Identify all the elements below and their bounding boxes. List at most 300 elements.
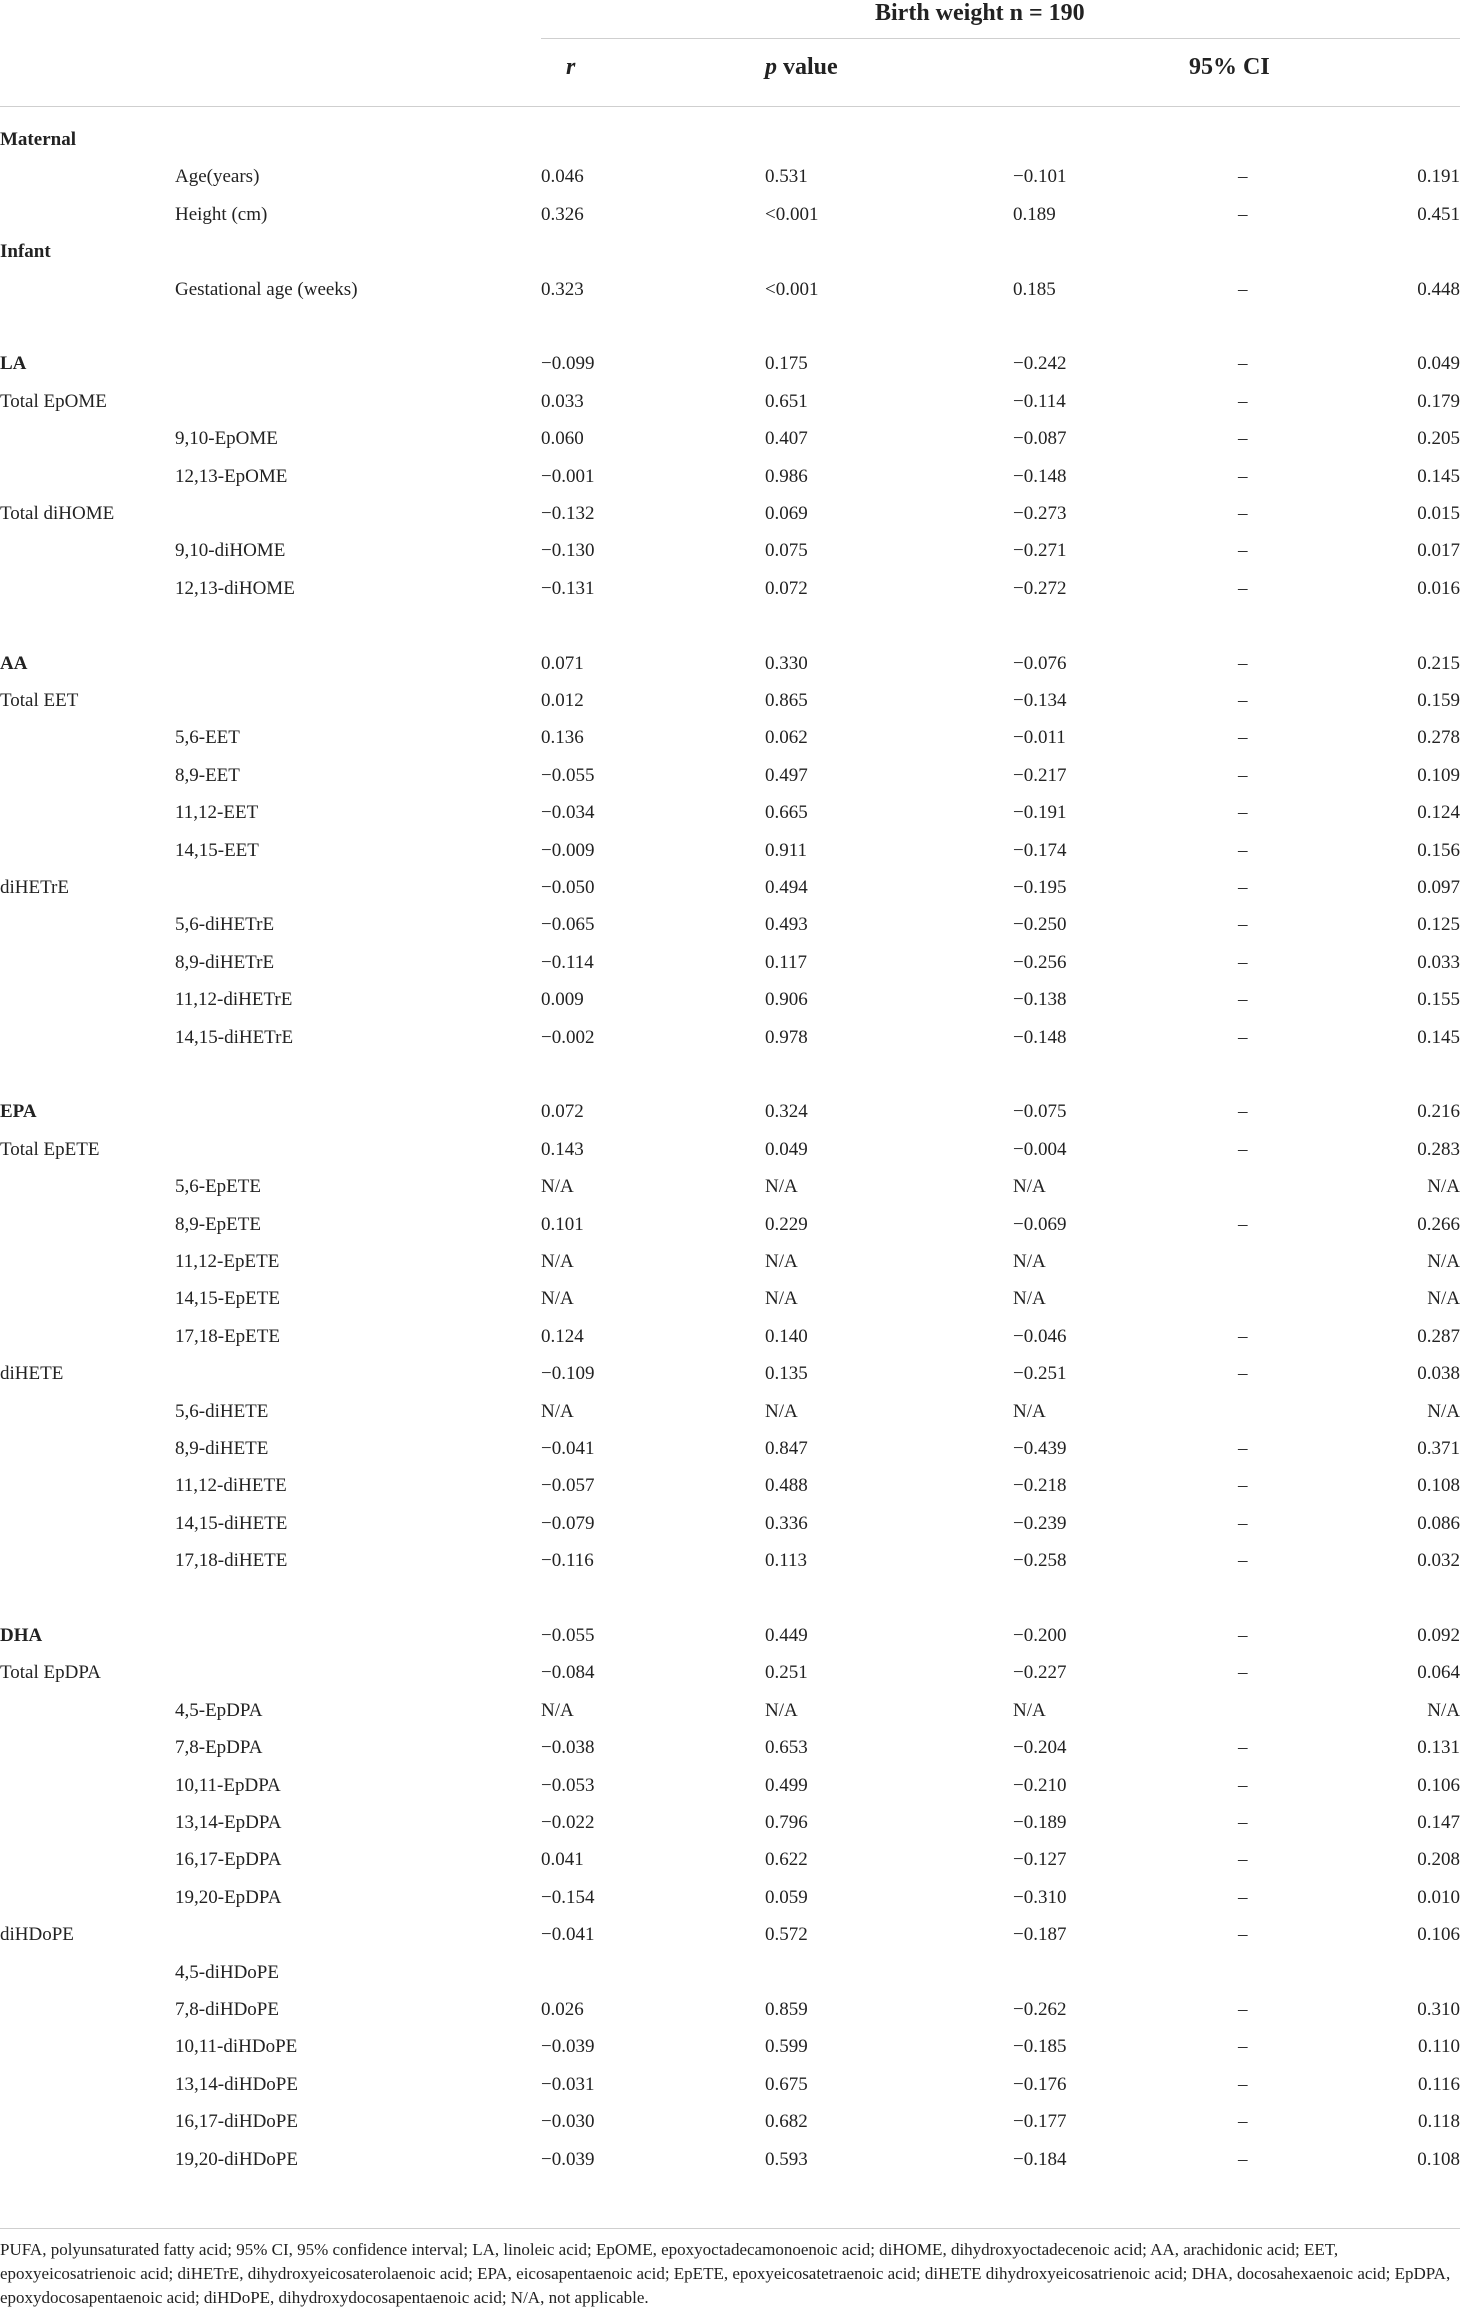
cell-p-value: 0.059 (765, 1886, 808, 1908)
cell-r: −0.030 (541, 2111, 595, 2133)
cell-ci-lower: −0.271 (1013, 540, 1067, 562)
row-label: Total EpETE (0, 1138, 100, 1160)
cell-ci-lower: −0.087 (1013, 428, 1067, 450)
cell-p-value: 0.117 (765, 951, 808, 973)
cell-r: −0.039 (541, 2148, 595, 2170)
table-row (0, 980, 1460, 1016)
row-label: Age(years) (175, 166, 260, 188)
table-row (0, 1653, 1460, 1689)
table-row (0, 1354, 1460, 1390)
table-row (0, 1018, 1460, 1054)
cell-r: 0.326 (541, 203, 584, 225)
cell-ci-lower: −0.256 (1013, 951, 1067, 973)
cell-ci-upper: 0.092 (1417, 1625, 1460, 1646)
cell-ci-dash: – (1238, 1550, 1248, 1572)
cell-ci-lower: −0.262 (1013, 1999, 1067, 2020)
cell-p-value: <0.001 (765, 203, 819, 225)
cell-p-value: 0.531 (765, 166, 808, 188)
row-label: 8,9-EET (175, 764, 240, 786)
cell-r: −0.055 (541, 1625, 595, 1646)
row-label: 13,14-EpDPA (175, 1812, 282, 1833)
cell-ci-lower: −0.011 (1013, 727, 1066, 749)
cell-ci-lower: −0.148 (1013, 1026, 1067, 1048)
cell-ci-dash: – (1238, 1886, 1248, 1908)
cell-r: −0.053 (541, 1774, 595, 1796)
group-header: Birth weight n = 190 (875, 0, 1085, 26)
col-header-p (765, 54, 838, 81)
table-row (0, 1953, 1460, 1989)
row-label: 16,17-diHDoPE (175, 2111, 298, 2133)
cell-r: 0.071 (541, 652, 584, 674)
cell-ci-dash: – (1238, 877, 1248, 898)
cell-ci-upper: 0.017 (1417, 540, 1460, 562)
row-label: AA (0, 652, 28, 674)
cell-ci-dash: – (1238, 577, 1248, 599)
cell-r: −0.041 (541, 1924, 595, 1946)
cell-ci-upper: 0.283 (1417, 1138, 1460, 1160)
table-row (0, 1766, 1460, 1802)
cell-ci-lower: −0.191 (1013, 802, 1067, 824)
row-label: 4,5-diHDoPE (175, 1961, 279, 1983)
cell-p-value: N/A (765, 1176, 798, 1198)
cell-p-value: 0.653 (765, 1737, 808, 1759)
cell-p-value: 0.135 (765, 1363, 808, 1385)
cell-ci-upper: 0.215 (1417, 652, 1460, 674)
cell-ci-upper: 0.448 (1417, 278, 1460, 300)
header-rule-bottom (0, 106, 1460, 107)
table-row (0, 1130, 1460, 1166)
table-row (0, 344, 1460, 380)
table-row (0, 157, 1460, 193)
row-label: 14,15-diHETrE (175, 1026, 294, 1048)
cell-p-value: 0.796 (765, 1812, 808, 1833)
cell-p-value: 0.175 (765, 353, 808, 375)
cell-p-value: 0.494 (765, 877, 808, 898)
table-rule-bottom (0, 2228, 1460, 2229)
row-label: 11,12-EET (175, 802, 259, 824)
cell-r: 0.046 (541, 166, 584, 188)
cell-r: −0.022 (541, 1812, 595, 1833)
cell-r: N/A (541, 1400, 574, 1422)
cell-ci-upper: 0.278 (1417, 727, 1460, 749)
row-label: Total diHOME (0, 503, 115, 524)
cell-ci-dash: – (1238, 989, 1248, 1011)
cell-p-value: 0.251 (765, 1662, 808, 1684)
table-row (0, 868, 1460, 904)
row-label: 10,11-diHDoPE (175, 2036, 298, 2058)
table-row (0, 831, 1460, 867)
table-footnote: PUFA, polyunsaturated fatty acid; 95% CI, 95% confidence interval; LA, linoleic acid; EpOME, epoxyoctadecamonoenoic acid; diHOME, dihydroxyoctadecenoic acid; AA, arachidonic acid; EET, epoxyeicosatrienoic acid; diHETrE, dihydroxyeicosaterolaenoic acid; EPA, eicosapentaenoic acid; EpETE, epoxyeicosatetraenoic acid; diHETE dihydroxyeicosatrienoic acid; DHA, docosahexaenoic acid; EpDPA, epoxydocosapentaenoic acid; diHDoPE, dihydroxydocosapentaenoic acid; N/A, not applicable. (0, 2240, 1451, 2307)
col-header-p-rest: value (777, 54, 838, 80)
cell-ci-upper: 0.451 (1417, 203, 1460, 225)
cell-ci-lower: −0.174 (1013, 839, 1067, 861)
cell-ci-upper: 0.033 (1417, 951, 1460, 973)
row-label: Infant (0, 241, 51, 263)
cell-ci-upper: 0.064 (1417, 1662, 1460, 1684)
cell-ci-lower: N/A (1013, 1288, 1046, 1310)
row-label: 5,6-diHETrE (175, 914, 275, 936)
table-row (0, 2102, 1460, 2138)
table-row (0, 270, 1460, 306)
cell-ci-lower: −0.250 (1013, 914, 1067, 936)
cell-ci-upper: 0.145 (1417, 465, 1460, 487)
cell-ci-lower: N/A (1013, 1400, 1046, 1422)
cell-ci-lower: −0.200 (1013, 1625, 1067, 1646)
table-row (0, 756, 1460, 792)
cell-p-value: 0.062 (765, 727, 808, 749)
row-label: Height (cm) (175, 203, 268, 225)
cell-ci-upper: 0.106 (1417, 1774, 1460, 1796)
cell-ci-lower: −0.273 (1013, 503, 1067, 524)
cell-p-value: 0.906 (765, 989, 808, 1011)
cell-ci-dash: – (1238, 727, 1248, 749)
cell-ci-dash: – (1238, 2148, 1248, 2170)
cell-r: −0.116 (541, 1550, 594, 1572)
cell-ci-dash: – (1238, 540, 1248, 562)
row-label: 14,15-diHETE (175, 1512, 288, 1534)
cell-p-value: 0.229 (765, 1213, 808, 1235)
cell-ci-upper: N/A (1427, 1699, 1460, 1721)
cell-ci-lower: −0.076 (1013, 652, 1067, 674)
cell-ci-dash: – (1238, 1849, 1248, 1871)
table-row (0, 494, 1460, 530)
row-label: 17,18-EpETE (175, 1325, 281, 1347)
cell-ci-upper: N/A (1427, 1176, 1460, 1198)
table-row (0, 2065, 1460, 2101)
table-row (0, 1915, 1460, 1951)
cell-p-value: 0.497 (765, 764, 808, 786)
cell-ci-upper: 0.106 (1417, 1924, 1460, 1946)
row-label: diHETE (0, 1363, 64, 1385)
cell-ci-lower: −0.134 (1013, 690, 1067, 711)
cell-ci-upper: 0.109 (1417, 764, 1460, 786)
table-row (0, 2027, 1460, 2063)
cell-ci-upper: 0.049 (1417, 353, 1460, 375)
row-label: 9,10-diHOME (175, 540, 286, 562)
cell-r: −0.002 (541, 1026, 595, 1048)
cell-ci-upper: 0.131 (1417, 1737, 1460, 1759)
cell-ci-upper: 0.086 (1417, 1512, 1460, 1534)
cell-r: 0.323 (541, 278, 584, 300)
cell-r: N/A (541, 1288, 574, 1310)
cell-ci-upper: 0.147 (1417, 1812, 1460, 1833)
cell-r: 0.012 (541, 690, 584, 711)
row-label: 11,12-EpETE (175, 1251, 280, 1272)
cell-ci-lower: −0.439 (1013, 1438, 1067, 1459)
cell-ci-upper: 0.156 (1417, 839, 1460, 861)
col-header-p-italic: p (765, 54, 777, 80)
cell-r: −0.009 (541, 839, 595, 861)
cell-ci-dash: – (1238, 1475, 1248, 1497)
cell-r: 0.009 (541, 989, 584, 1011)
cell-p-value: 0.488 (765, 1475, 808, 1497)
cell-p-value: 0.330 (765, 652, 808, 674)
table-row (0, 195, 1460, 231)
cell-r: −0.154 (541, 1886, 595, 1908)
cell-p-value: 0.622 (765, 1849, 808, 1871)
cell-p-value: 0.847 (765, 1438, 808, 1459)
cell-p-value: 0.986 (765, 465, 808, 487)
row-label: 8,9-diHETrE (175, 951, 275, 973)
cell-ci-lower: N/A (1013, 1176, 1046, 1198)
cell-ci-dash: – (1238, 1101, 1248, 1123)
cell-ci-upper: 0.125 (1417, 914, 1460, 936)
cell-ci-upper: 0.310 (1417, 1999, 1460, 2020)
cell-r: −0.050 (541, 877, 595, 898)
row-label: 5,6-EET (175, 727, 240, 749)
cell-ci-lower: −0.239 (1013, 1512, 1067, 1534)
row-label: 14,15-EpETE (175, 1288, 281, 1310)
cell-r: −0.132 (541, 503, 595, 524)
table-row (0, 120, 1460, 156)
cell-p-value: 0.493 (765, 914, 808, 936)
table-row (0, 1205, 1460, 1241)
cell-ci-lower: N/A (1013, 1251, 1046, 1272)
table-row (0, 1840, 1460, 1876)
cell-ci-upper: 0.124 (1417, 802, 1460, 824)
cell-ci-upper: N/A (1427, 1400, 1460, 1422)
cell-r: −0.039 (541, 2036, 595, 2058)
table-row (0, 1167, 1460, 1203)
row-label: Total EET (0, 690, 79, 711)
cell-ci-lower: −0.138 (1013, 989, 1067, 1011)
cell-ci-dash: – (1238, 951, 1248, 973)
cell-ci-dash: – (1238, 1625, 1248, 1646)
cell-ci-lower: −0.075 (1013, 1101, 1067, 1123)
cell-ci-lower: −0.210 (1013, 1774, 1067, 1796)
cell-ci-lower: −0.217 (1013, 764, 1067, 786)
cell-r: −0.031 (541, 2073, 595, 2095)
cell-r: −0.131 (541, 577, 595, 599)
table-row (0, 382, 1460, 418)
cell-ci-lower: −0.204 (1013, 1737, 1067, 1759)
row-label: diHDoPE (0, 1924, 74, 1946)
cell-ci-upper: 0.159 (1417, 690, 1460, 711)
cell-ci-lower: −0.184 (1013, 2148, 1067, 2170)
table-row (0, 644, 1460, 680)
cell-ci-dash: – (1238, 465, 1248, 487)
cell-ci-lower: N/A (1013, 1699, 1046, 1721)
cell-ci-upper: 0.116 (1417, 2073, 1460, 2095)
col-header-ci (1189, 54, 1270, 81)
cell-r: −0.079 (541, 1512, 595, 1534)
table-row (0, 419, 1460, 455)
table-row (0, 793, 1460, 829)
cell-r: 0.124 (541, 1325, 584, 1347)
cell-p-value: 0.978 (765, 1026, 808, 1048)
cell-ci-upper: N/A (1427, 1288, 1460, 1310)
cell-ci-dash: – (1238, 1512, 1248, 1534)
cell-r: 0.060 (541, 428, 584, 450)
cell-p-value: 0.113 (765, 1550, 808, 1572)
cell-ci-lower: 0.189 (1013, 203, 1056, 225)
cell-ci-lower: −0.218 (1013, 1475, 1067, 1497)
cell-r: −0.114 (541, 951, 594, 973)
row-label: 7,8-EpDPA (175, 1737, 263, 1759)
cell-r: −0.065 (541, 914, 595, 936)
row-label: 5,6-EpETE (175, 1176, 262, 1198)
row-label: Total EpDPA (0, 1662, 101, 1684)
cell-ci-lower: −0.272 (1013, 577, 1067, 599)
cell-r: 0.026 (541, 1999, 584, 2020)
cell-ci-upper: 0.191 (1417, 166, 1460, 188)
cell-ci-dash: – (1238, 1812, 1248, 1833)
cell-ci-dash: – (1238, 390, 1248, 412)
cell-ci-dash: – (1238, 503, 1248, 524)
cell-ci-dash: – (1238, 1924, 1248, 1946)
cell-ci-lower: −0.101 (1013, 166, 1067, 188)
cell-r: −0.099 (541, 353, 595, 375)
row-label: 5,6-diHETE (175, 1400, 269, 1422)
cell-ci-dash: – (1238, 1737, 1248, 1759)
cell-ci-dash: – (1238, 2073, 1248, 2095)
cell-ci-dash: – (1238, 802, 1248, 824)
cell-r: −0.130 (541, 540, 595, 562)
cell-ci-lower: −0.251 (1013, 1363, 1067, 1385)
cell-ci-upper: 0.371 (1417, 1438, 1460, 1459)
cell-ci-lower: 0.185 (1013, 278, 1056, 300)
row-label: 14,15-EET (175, 839, 259, 861)
row-label: EPA (0, 1101, 37, 1123)
cell-p-value: 0.324 (765, 1101, 808, 1123)
table-row (0, 531, 1460, 567)
table-row (0, 718, 1460, 754)
cell-p-value: 0.336 (765, 1512, 808, 1534)
table-row (0, 1616, 1460, 1652)
row-label: diHETrE (0, 877, 69, 898)
table-row (0, 1317, 1460, 1353)
cell-ci-lower: −0.004 (1013, 1138, 1067, 1160)
header-rule-top (541, 38, 1460, 39)
cell-ci-upper: 0.038 (1417, 1363, 1460, 1385)
cell-ci-dash: – (1238, 1662, 1248, 1684)
cell-ci-lower: −0.177 (1013, 2111, 1067, 2133)
row-label: 19,20-EpDPA (175, 1886, 282, 1908)
cell-ci-dash: – (1238, 690, 1248, 711)
row-label: 12,13-diHOME (175, 577, 295, 599)
cell-p-value: 0.859 (765, 1999, 808, 2020)
cell-ci-lower: −0.176 (1013, 2073, 1067, 2095)
cell-ci-upper: 0.118 (1417, 2111, 1460, 2133)
cell-ci-dash: – (1238, 166, 1248, 188)
cell-r: −0.109 (541, 1363, 595, 1385)
cell-ci-upper: 0.179 (1417, 390, 1460, 412)
cell-r: −0.041 (541, 1438, 595, 1459)
table-row (0, 1504, 1460, 1540)
cell-ci-upper: 0.110 (1417, 2036, 1460, 2058)
cell-p-value: 0.675 (765, 2073, 808, 2095)
cell-p-value: 0.499 (765, 1774, 808, 1796)
row-label: 7,8-diHDoPE (175, 1999, 279, 2020)
cell-r: N/A (541, 1251, 574, 1272)
table-row (0, 1990, 1460, 2026)
cell-r: −0.001 (541, 465, 595, 487)
cell-r: −0.055 (541, 764, 595, 786)
cell-ci-upper: 0.032 (1417, 1550, 1460, 1572)
table-row (0, 1878, 1460, 1914)
cell-p-value: 0.911 (765, 839, 808, 861)
row-label: 4,5-EpDPA (175, 1699, 263, 1721)
cell-ci-dash: – (1238, 764, 1248, 786)
cell-r: 0.033 (541, 390, 584, 412)
cell-r: −0.057 (541, 1475, 595, 1497)
cell-ci-dash: – (1238, 203, 1248, 225)
cell-p-value: N/A (765, 1251, 798, 1272)
cell-ci-dash: – (1238, 1438, 1248, 1459)
cell-r: 0.072 (541, 1101, 584, 1123)
cell-r: 0.143 (541, 1138, 584, 1160)
cell-ci-lower: −0.227 (1013, 1662, 1067, 1684)
cell-p-value: 0.449 (765, 1625, 808, 1646)
cell-p-value: 0.651 (765, 390, 808, 412)
table-row (0, 1728, 1460, 1764)
cell-p-value: 0.069 (765, 503, 808, 524)
row-label: 10,11-EpDPA (175, 1774, 281, 1796)
cell-ci-dash: – (1238, 652, 1248, 674)
row-label: 9,10-EpOME (175, 428, 278, 450)
cell-ci-lower: −0.189 (1013, 1812, 1067, 1833)
cell-p-value: 0.072 (765, 577, 808, 599)
table-row (0, 569, 1460, 605)
cell-p-value: 0.075 (765, 540, 808, 562)
cell-ci-lower: −0.069 (1013, 1213, 1067, 1235)
cell-ci-lower: −0.187 (1013, 1924, 1067, 1946)
cell-ci-upper: 0.266 (1417, 1213, 1460, 1235)
row-label: 11,12-diHETrE (175, 989, 293, 1011)
cell-ci-dash: – (1238, 2036, 1248, 2058)
cell-ci-dash: – (1238, 278, 1248, 300)
cell-ci-upper: 0.015 (1417, 503, 1460, 524)
cell-ci-upper: 0.216 (1417, 1101, 1460, 1123)
cell-ci-dash: – (1238, 1138, 1248, 1160)
cell-ci-upper: 0.097 (1417, 877, 1460, 898)
cell-ci-dash: – (1238, 1325, 1248, 1347)
table-row (0, 1279, 1460, 1315)
cell-p-value: 0.865 (765, 690, 808, 711)
cell-p-value: <0.001 (765, 278, 819, 300)
cell-r: 0.041 (541, 1849, 584, 1871)
table-row (0, 943, 1460, 979)
cell-ci-upper: 0.016 (1417, 577, 1460, 599)
cell-ci-dash: – (1238, 914, 1248, 936)
cell-p-value: 0.407 (765, 428, 808, 450)
cell-r: −0.084 (541, 1662, 595, 1684)
table-row (0, 1092, 1460, 1128)
cell-ci-dash: – (1238, 1363, 1248, 1385)
row-label: 12,13-EpOME (175, 465, 288, 487)
row-label: Gestational age (weeks) (175, 278, 358, 300)
table-row (0, 1392, 1460, 1428)
table-row (0, 1242, 1460, 1278)
cell-ci-upper: 0.155 (1417, 989, 1460, 1011)
cell-ci-dash: – (1238, 1213, 1248, 1235)
cell-r: 0.136 (541, 727, 584, 749)
table-row (0, 457, 1460, 493)
cell-r: N/A (541, 1699, 574, 1721)
cell-ci-lower: −0.114 (1013, 390, 1066, 412)
cell-ci-lower: −0.258 (1013, 1550, 1067, 1572)
cell-r: N/A (541, 1176, 574, 1198)
cell-r: 0.101 (541, 1213, 584, 1235)
row-label: Maternal (0, 129, 76, 150)
cell-ci-upper: N/A (1427, 1251, 1460, 1272)
table-row (0, 232, 1460, 268)
cell-ci-upper: 0.010 (1417, 1886, 1460, 1908)
cell-r: −0.034 (541, 802, 595, 824)
cell-ci-upper: 0.205 (1417, 428, 1460, 450)
row-label: 16,17-EpDPA (175, 1849, 282, 1871)
cell-ci-lower: −0.046 (1013, 1325, 1067, 1347)
